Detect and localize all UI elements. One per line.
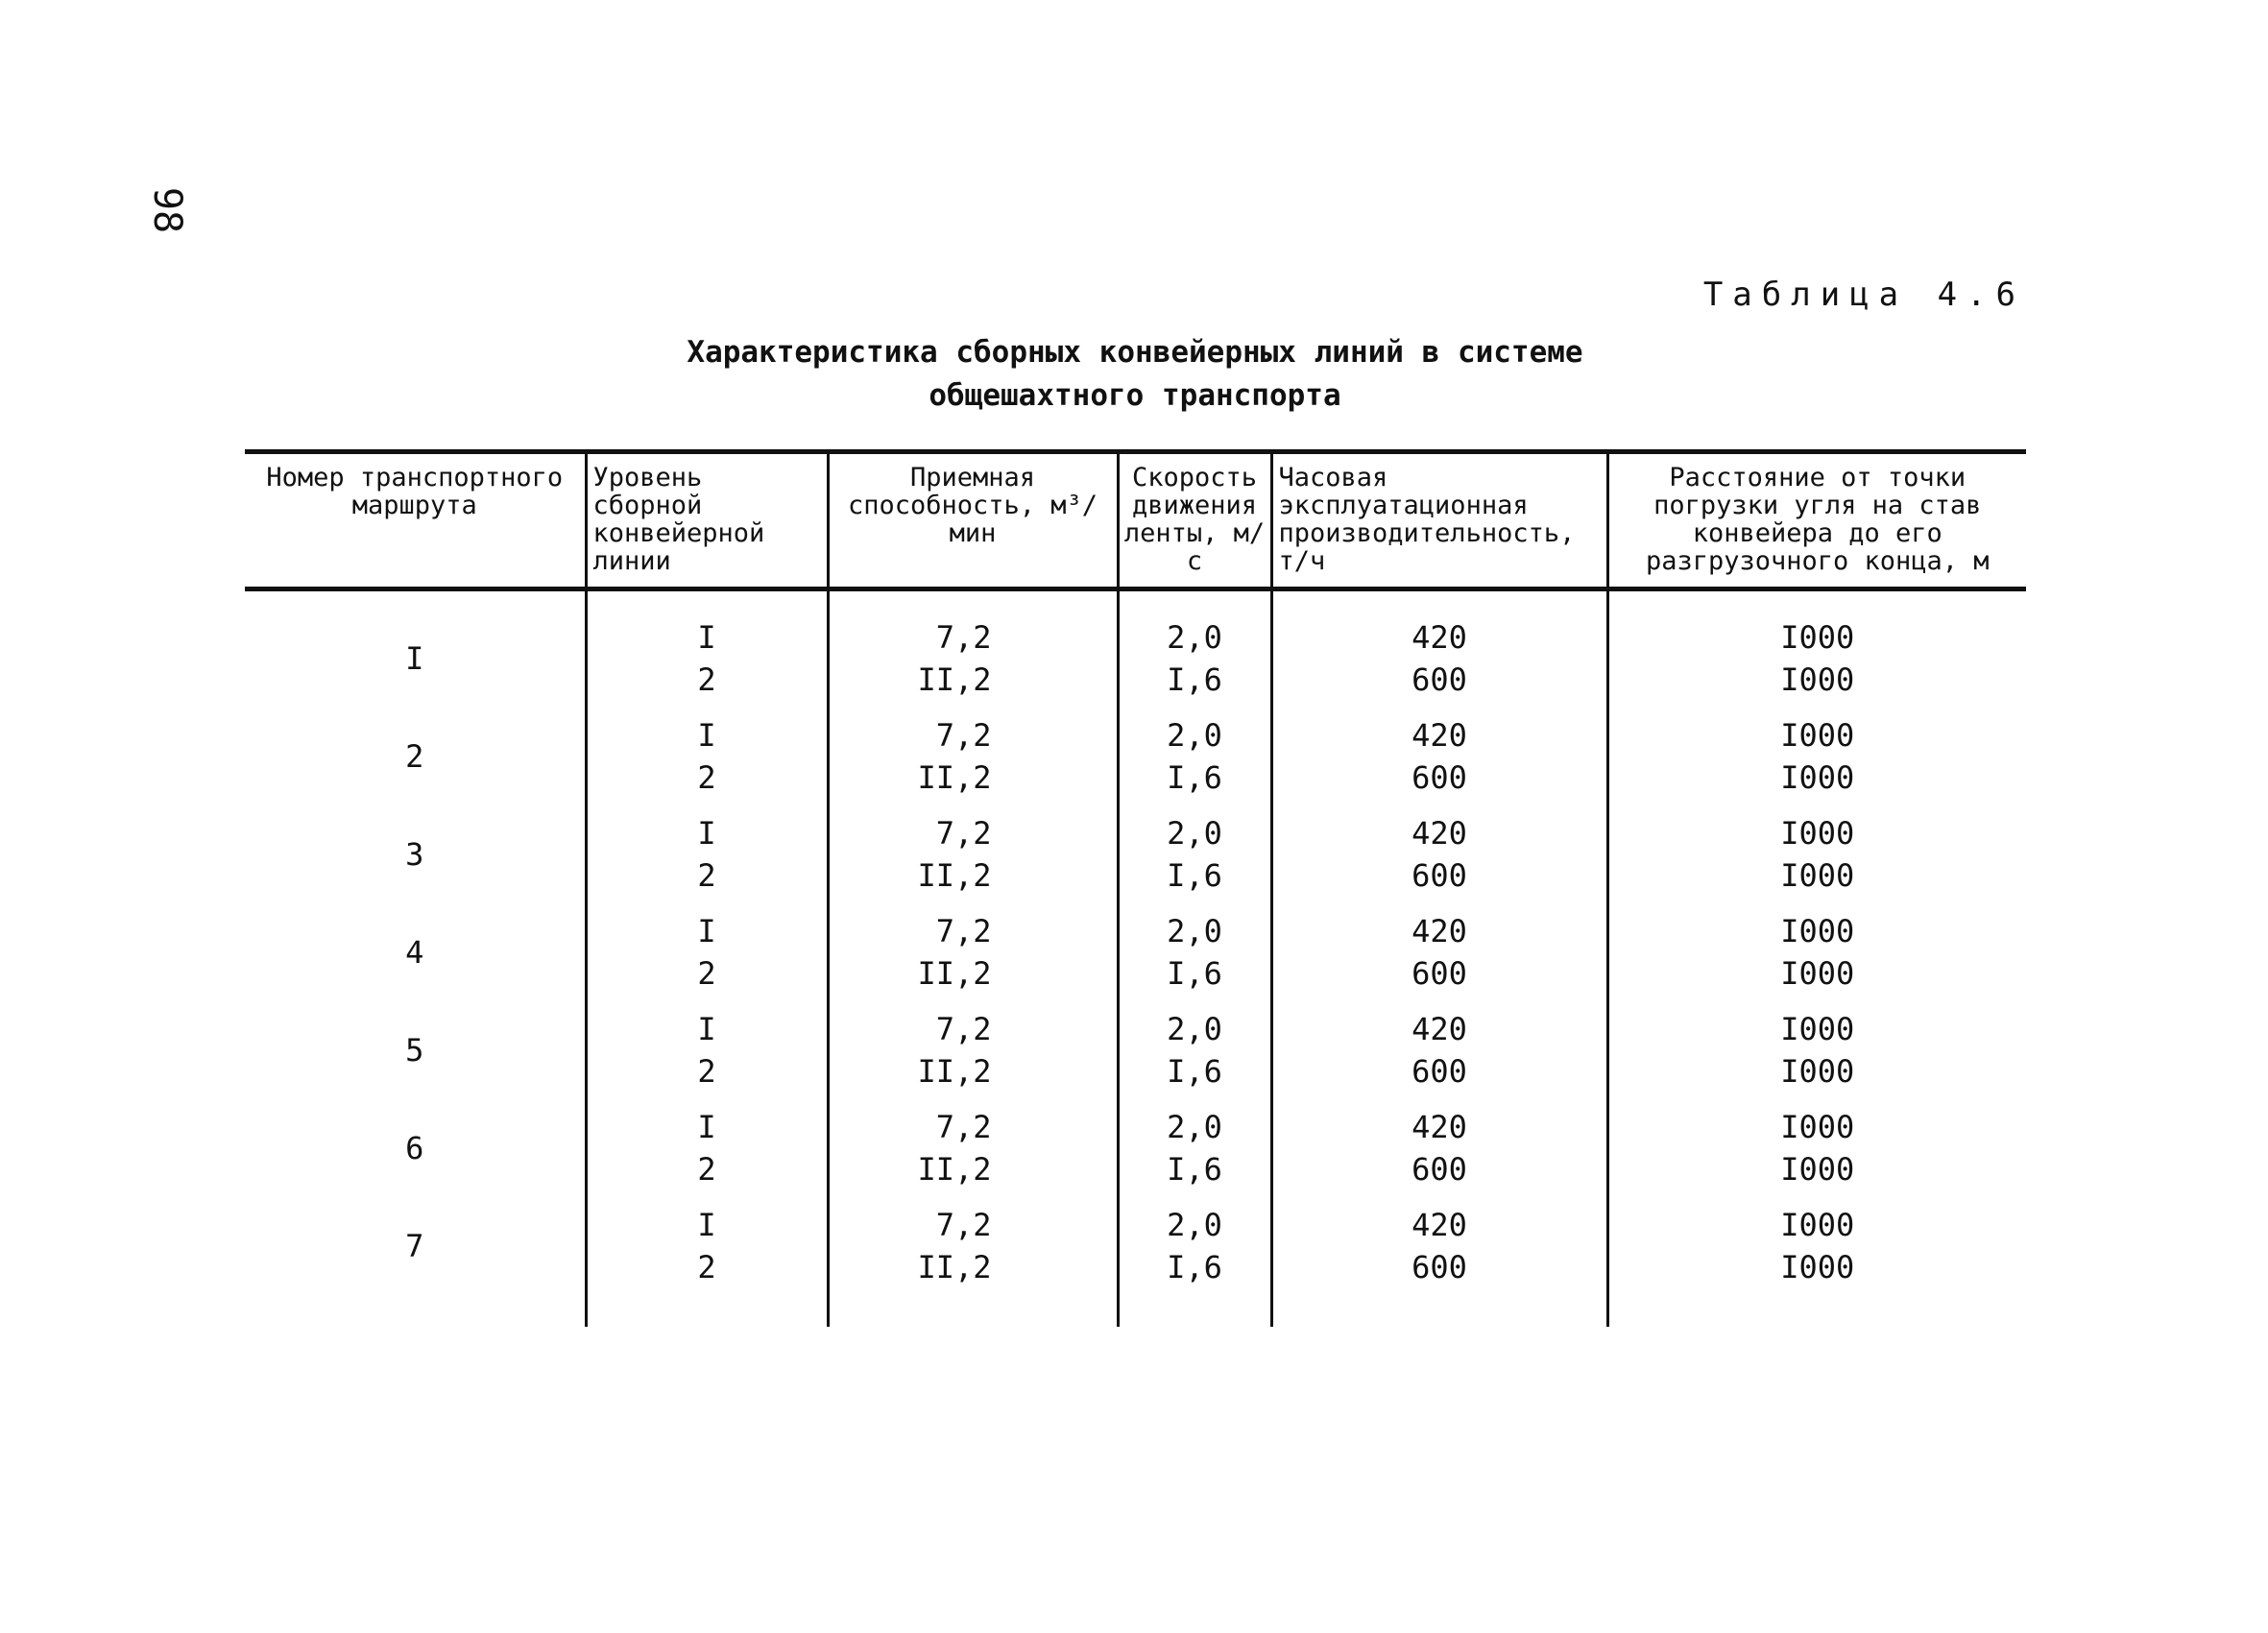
speed-cell-value: I,6 bbox=[1167, 1053, 1222, 1090]
speed-cell-value: I,6 bbox=[1167, 1151, 1222, 1188]
capacity-cell bbox=[828, 1190, 1118, 1288]
capacity-cell bbox=[828, 995, 1118, 1093]
speed-cell-value: 2,0 bbox=[1167, 1207, 1222, 1243]
capacity-cell-value: II,2 bbox=[917, 1053, 992, 1090]
distance-cell-value: I000 bbox=[1780, 1011, 1855, 1047]
speed-cell bbox=[1118, 897, 1271, 995]
table-row bbox=[245, 1190, 2026, 1288]
level-cell bbox=[586, 897, 828, 995]
table-spacer-row bbox=[245, 1288, 2026, 1327]
distance-cell bbox=[1607, 995, 2026, 1093]
capacity-cell-value: II,2 bbox=[917, 1249, 992, 1285]
productivity-cell bbox=[1271, 897, 1607, 995]
productivity-cell-value: 600 bbox=[1411, 661, 1467, 698]
level-cell bbox=[586, 701, 828, 799]
spacer-cell bbox=[1118, 1288, 1271, 1327]
productivity-cell-value: 420 bbox=[1411, 815, 1467, 852]
productivity-cell-value: 600 bbox=[1411, 1151, 1467, 1188]
productivity-cell-value: 600 bbox=[1411, 955, 1467, 992]
capacity-cell-value: 7,2 bbox=[935, 619, 992, 656]
productivity-cell-value: 600 bbox=[1411, 1249, 1467, 1285]
table-title-line-2: общешахтного транспорта bbox=[929, 378, 1341, 413]
route-cell: I bbox=[405, 640, 424, 677]
level-cell-value: 2 bbox=[697, 1151, 716, 1188]
speed-cell-value: 2,0 bbox=[1167, 619, 1222, 656]
level-cell-value: I bbox=[697, 717, 716, 754]
distance-cell-value: I000 bbox=[1780, 1109, 1855, 1145]
capacity-cell-value: II,2 bbox=[917, 759, 992, 796]
productivity-cell bbox=[1271, 589, 1607, 702]
spacer-cell bbox=[1607, 1288, 2026, 1327]
capacity-cell-value: II,2 bbox=[917, 857, 992, 894]
capacity-cell-value: 7,2 bbox=[935, 913, 992, 949]
header-speed: Скорость движения ленты, м/с bbox=[1118, 452, 1271, 589]
speed-cell-value: I,6 bbox=[1167, 1249, 1222, 1285]
capacity-cell-value: 7,2 bbox=[935, 1207, 992, 1243]
level-cell-value: 2 bbox=[697, 1249, 716, 1285]
speed-cell-value: 2,0 bbox=[1167, 1109, 1222, 1145]
distance-cell-value: I000 bbox=[1780, 857, 1855, 894]
level-cell-value: I bbox=[697, 1207, 716, 1243]
header-distance: Расстояние от точки погрузки угля на став конвейера до его разгрузочного конца, м bbox=[1607, 452, 2026, 589]
distance-cell-value: I000 bbox=[1780, 619, 1855, 656]
speed-cell-value: I,6 bbox=[1167, 661, 1222, 698]
distance-cell-value: I000 bbox=[1780, 815, 1855, 852]
route-cell: 6 bbox=[405, 1130, 424, 1166]
level-cell-value: I bbox=[697, 913, 716, 949]
distance-cell-value: I000 bbox=[1780, 759, 1855, 796]
productivity-cell-value: 600 bbox=[1411, 857, 1467, 894]
distance-cell-value: I000 bbox=[1780, 661, 1855, 698]
route-cell: 5 bbox=[405, 1032, 424, 1069]
distance-cell bbox=[1607, 1093, 2026, 1190]
page-number: 98 bbox=[145, 186, 190, 234]
table-label: Таблица 4.6 bbox=[1702, 276, 2025, 314]
productivity-cell-value: 420 bbox=[1411, 913, 1467, 949]
data-table-container bbox=[245, 449, 2026, 1327]
level-cell-value: I bbox=[697, 1011, 716, 1047]
capacity-cell-value: II,2 bbox=[917, 1151, 992, 1188]
route-cell: 7 bbox=[405, 1228, 424, 1264]
productivity-cell-value: 600 bbox=[1411, 759, 1467, 796]
route-cell: 3 bbox=[405, 836, 424, 873]
capacity-cell-value: 7,2 bbox=[935, 717, 992, 754]
table-row bbox=[245, 995, 2026, 1093]
productivity-cell bbox=[1271, 701, 1607, 799]
level-cell-value: I bbox=[697, 619, 716, 656]
level-cell-value: I bbox=[697, 1109, 716, 1145]
table-title bbox=[480, 331, 1790, 418]
distance-cell bbox=[1607, 799, 2026, 897]
level-cell-value: I bbox=[697, 815, 716, 852]
speed-cell bbox=[1118, 1093, 1271, 1190]
table-title-line-1: Характеристика сборных конвейерных линий в системе bbox=[687, 335, 1583, 370]
header-level: Уровень сборной конвейерной линии bbox=[586, 452, 828, 589]
speed-cell-value: I,6 bbox=[1167, 955, 1222, 992]
distance-cell-value: I000 bbox=[1780, 1249, 1855, 1285]
speed-cell-value: I,6 bbox=[1167, 759, 1222, 796]
table-row bbox=[245, 1093, 2026, 1190]
distance-cell-value: I000 bbox=[1780, 1053, 1855, 1090]
productivity-cell bbox=[1271, 995, 1607, 1093]
speed-cell bbox=[1118, 1190, 1271, 1288]
capacity-cell bbox=[828, 897, 1118, 995]
distance-cell bbox=[1607, 1190, 2026, 1288]
speed-cell-value: 2,0 bbox=[1167, 717, 1222, 754]
productivity-cell-value: 420 bbox=[1411, 619, 1467, 656]
spacer-cell bbox=[1271, 1288, 1607, 1327]
level-cell bbox=[586, 799, 828, 897]
productivity-cell bbox=[1271, 1190, 1607, 1288]
productivity-cell-value: 420 bbox=[1411, 1109, 1467, 1145]
speed-cell bbox=[1118, 589, 1271, 702]
table-header-row bbox=[245, 452, 2026, 589]
speed-cell-value: I,6 bbox=[1167, 857, 1222, 894]
header-route: Номер транспортного маршрута bbox=[245, 452, 586, 589]
route-cell: 4 bbox=[405, 934, 424, 971]
distance-cell bbox=[1607, 701, 2026, 799]
route-cell: 2 bbox=[405, 738, 424, 775]
header-capacity: Приемная способность, м³/мин bbox=[828, 452, 1118, 589]
capacity-cell-value: 7,2 bbox=[935, 815, 992, 852]
capacity-cell-value: II,2 bbox=[917, 955, 992, 992]
speed-cell bbox=[1118, 995, 1271, 1093]
capacity-cell bbox=[828, 799, 1118, 897]
productivity-cell bbox=[1271, 799, 1607, 897]
table-row bbox=[245, 897, 2026, 995]
speed-cell bbox=[1118, 799, 1271, 897]
capacity-cell-value: II,2 bbox=[917, 661, 992, 698]
capacity-cell bbox=[828, 1093, 1118, 1190]
speed-cell bbox=[1118, 701, 1271, 799]
capacity-cell bbox=[828, 589, 1118, 702]
table-body bbox=[245, 589, 2026, 1328]
distance-cell bbox=[1607, 897, 2026, 995]
table-row bbox=[245, 701, 2026, 799]
level-cell bbox=[586, 995, 828, 1093]
data-table bbox=[245, 449, 2026, 1327]
productivity-cell bbox=[1271, 1093, 1607, 1190]
distance-cell-value: I000 bbox=[1780, 955, 1855, 992]
level-cell bbox=[586, 589, 828, 702]
speed-cell-value: 2,0 bbox=[1167, 815, 1222, 852]
spacer-cell bbox=[586, 1288, 828, 1327]
level-cell-value: 2 bbox=[697, 955, 716, 992]
distance-cell-value: I000 bbox=[1780, 1207, 1855, 1243]
distance-cell-value: I000 bbox=[1780, 913, 1855, 949]
productivity-cell-value: 420 bbox=[1411, 1011, 1467, 1047]
level-cell-value: 2 bbox=[697, 759, 716, 796]
capacity-cell bbox=[828, 701, 1118, 799]
table-row bbox=[245, 799, 2026, 897]
spacer-cell bbox=[245, 1288, 586, 1327]
distance-cell bbox=[1607, 589, 2026, 702]
distance-cell-value: I000 bbox=[1780, 717, 1855, 754]
level-cell-value: 2 bbox=[697, 857, 716, 894]
table-row bbox=[245, 589, 2026, 702]
header-productivity: Часовая эксплуатационная производительность, т/ч bbox=[1271, 452, 1607, 589]
productivity-cell-value: 420 bbox=[1411, 1207, 1467, 1243]
productivity-cell-value: 600 bbox=[1411, 1053, 1467, 1090]
level-cell bbox=[586, 1093, 828, 1190]
distance-cell-value: I000 bbox=[1780, 1151, 1855, 1188]
level-cell-value: 2 bbox=[697, 1053, 716, 1090]
level-cell bbox=[586, 1190, 828, 1288]
capacity-cell-value: 7,2 bbox=[935, 1109, 992, 1145]
spacer-cell bbox=[828, 1288, 1118, 1327]
speed-cell-value: 2,0 bbox=[1167, 1011, 1222, 1047]
capacity-cell-value: 7,2 bbox=[935, 1011, 992, 1047]
productivity-cell-value: 420 bbox=[1411, 717, 1467, 754]
speed-cell-value: 2,0 bbox=[1167, 913, 1222, 949]
level-cell-value: 2 bbox=[697, 661, 716, 698]
